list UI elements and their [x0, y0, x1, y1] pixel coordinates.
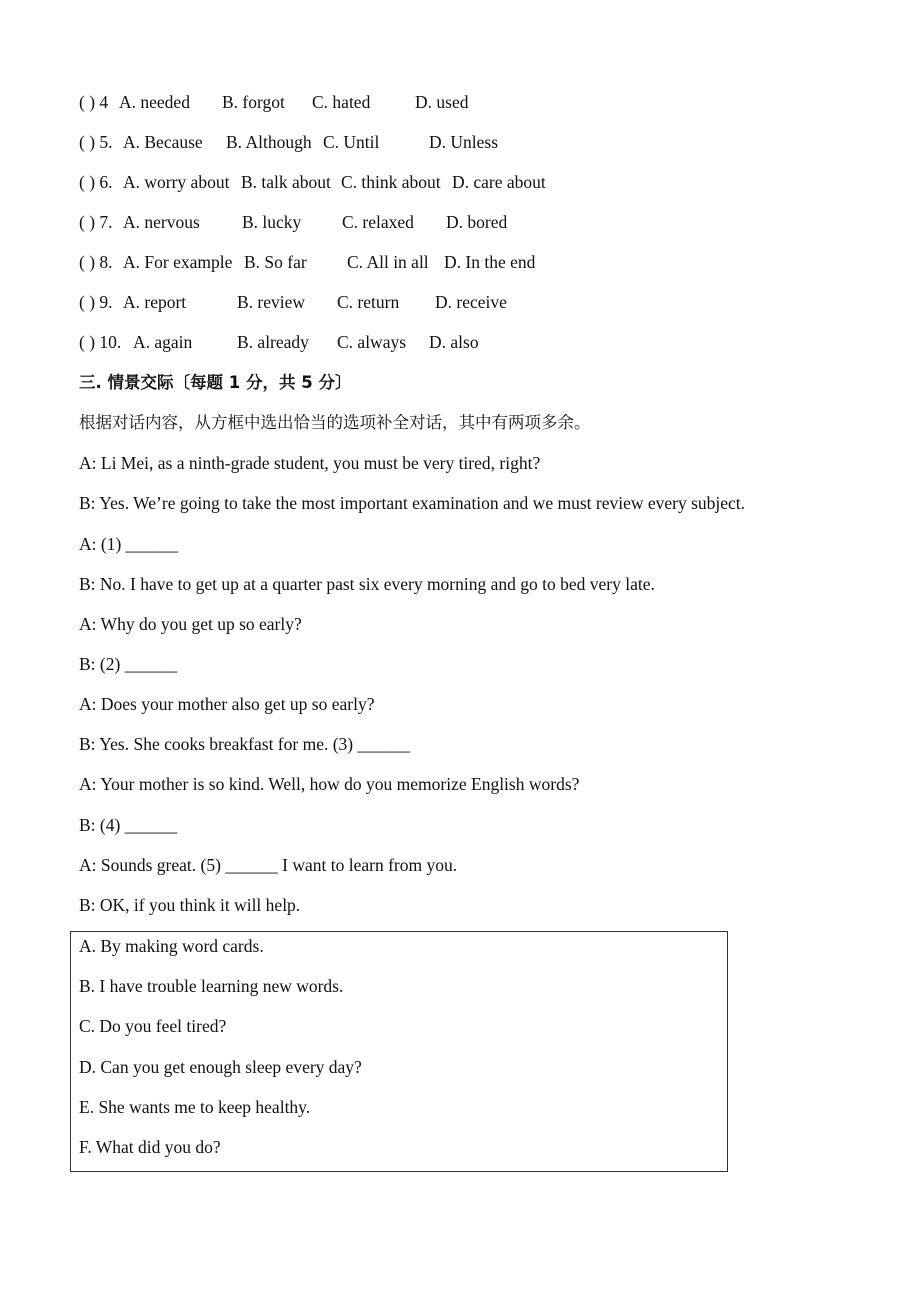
question-number: ( ) 10. [79, 332, 122, 352]
dialogue-line: A: (1) ______ [79, 534, 179, 554]
option-c: C. always [337, 332, 407, 352]
option-b: B. lucky [242, 212, 302, 232]
option-item: E. She wants me to keep healthy. [79, 1097, 311, 1117]
option-b: B. review [237, 292, 306, 312]
dialogue-line: B: No. I have to get up at a quarter past six every morning and go to bed very late. [79, 574, 655, 594]
option-c: C. Until [323, 132, 380, 152]
option-c: C. hated [312, 92, 371, 112]
option-d: D. bored [446, 212, 508, 232]
question-number: ( ) 5. [79, 132, 113, 152]
option-a: A. report [123, 292, 187, 312]
dialogue-line: A: Does your mother also get up so early? [79, 694, 375, 714]
dialogue-line: A: Sounds great. (5) ______ I want to learn from you. [79, 855, 458, 875]
dialogue-line: A: Li Mei, as a ninth-grade student, you must be very tired, right? [79, 453, 541, 473]
option-b: B. already [237, 332, 309, 352]
question-number: ( ) 7. [79, 212, 113, 232]
option-item: D. Can you get enough sleep every day? [79, 1057, 362, 1077]
dialogue-line: B: (2) ______ [79, 654, 178, 674]
option-d: D. In the end [444, 252, 536, 272]
option-d: D. also [429, 332, 479, 352]
option-b: B. Although [226, 132, 312, 152]
dialogue-line: B: OK, if you think it will help. [79, 895, 301, 915]
option-item: F. What did you do? [79, 1137, 221, 1157]
option-item: C. Do you feel tired? [79, 1016, 227, 1036]
option-c: C. relaxed [342, 212, 414, 232]
question-number: ( ) 9. [79, 292, 113, 312]
question-number: ( ) 4 [79, 92, 109, 112]
options-box [70, 931, 728, 1172]
option-item: A. By making word cards. [79, 936, 264, 956]
option-d: D. receive [435, 292, 507, 312]
option-c: C. think about [341, 172, 441, 192]
option-b: B. talk about [241, 172, 331, 192]
question-number: ( ) 6. [79, 172, 113, 192]
dialogue-line: A: Your mother is so kind. Well, how do you memorize English words? [79, 774, 580, 794]
option-a: A. worry about [123, 172, 230, 192]
option-d: D. Unless [429, 132, 499, 152]
option-b: B. forgot [222, 92, 285, 112]
option-c: C. All in all [347, 252, 429, 272]
option-a: A. Because [123, 132, 203, 152]
dialogue-line: B: Yes. We’re going to take the most important examination and we must review every subject. [79, 493, 746, 513]
option-b: B. So far [244, 252, 307, 272]
dialogue-line: B: (4) ______ [79, 815, 178, 835]
option-a: A. needed [119, 92, 190, 112]
option-a: A. again [133, 332, 193, 352]
option-item: B. I have trouble learning new words. [79, 976, 344, 996]
option-a: A. For example [123, 252, 233, 272]
section-title: 三. 情景交际〔每题 1 分，共 5 分〕 [79, 373, 352, 392]
dialogue-line: B: Yes. She cooks breakfast for me. (3) ______ [79, 734, 410, 754]
section-instruction: 根据对话内容，从方框中选出恰当的选项补全对话，其中有两项多余。 [79, 413, 591, 432]
option-d: D. care about [452, 172, 546, 192]
question-number: ( ) 8. [79, 252, 113, 272]
option-c: C. return [337, 292, 400, 312]
dialogue-line: A: Why do you get up so early? [79, 614, 302, 634]
option-d: D. used [415, 92, 469, 112]
option-a: A. nervous [123, 212, 200, 232]
